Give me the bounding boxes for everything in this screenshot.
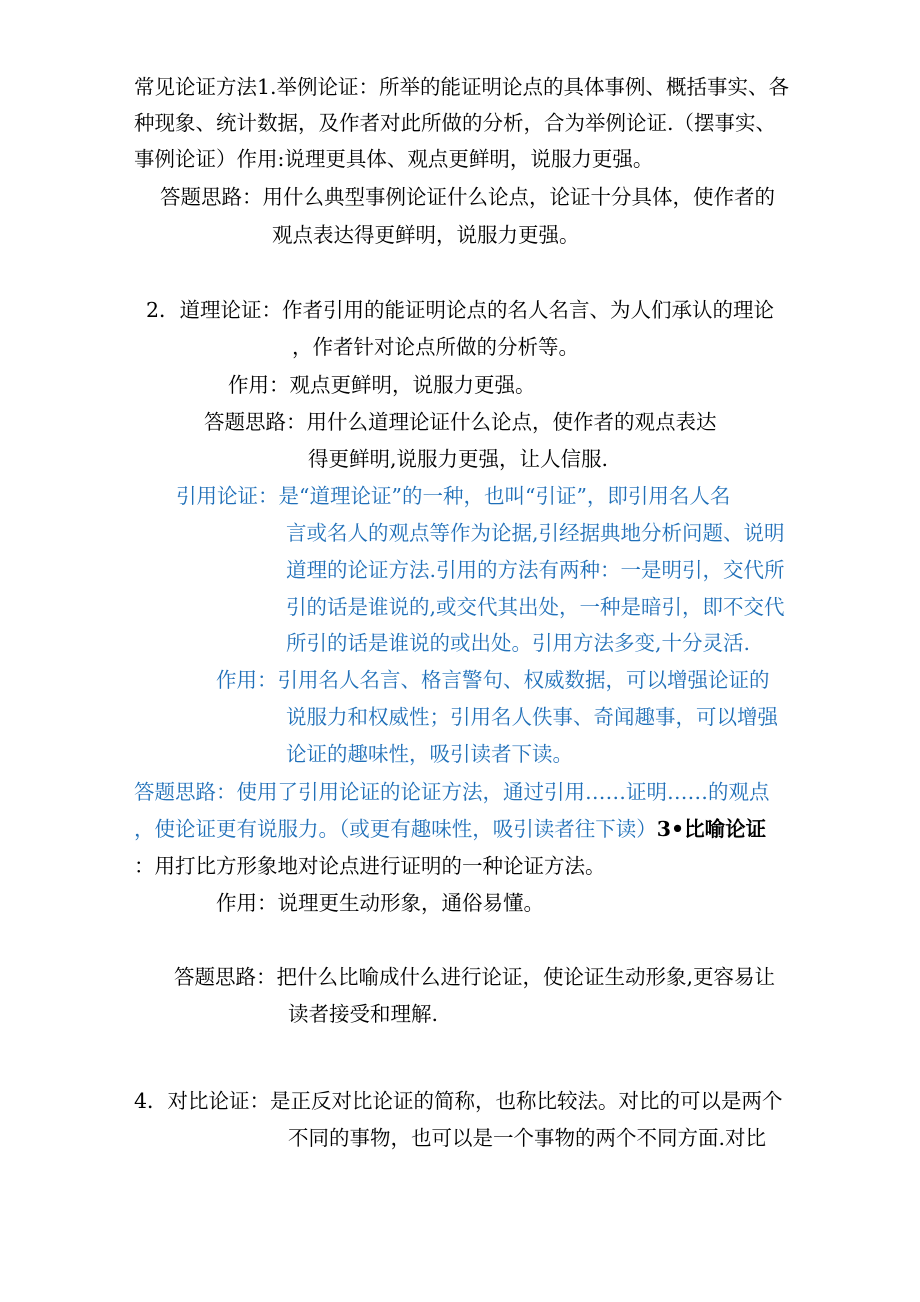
text-line: ，作者针对论点所做的分析等。: [292, 335, 579, 359]
text-line: ：用打比方形象地对论点进行证明的一种论证方法。: [134, 854, 606, 878]
text-line: 答题思路：使用了引用论证的论证方法，通过引用……证明……的观点: [134, 780, 770, 804]
text-line: 2．道理论证：作者引用的能证明论点的名人名言、为人们承认的理论: [146, 298, 775, 322]
text-line: 种现象、统计数据，及作者对此所做的分析，合为举例论证.（摆事实、: [134, 111, 777, 135]
text-line: 答题思路：用什么道理论证什么论点，使作者的观点表达: [204, 410, 717, 434]
text-line: 得更鲜明,说服力更强，让人信服.: [308, 447, 609, 471]
text-line: 答题思路：把什么比喻成什么进行论证，使论证生动形象,更容易让: [174, 965, 776, 989]
text-span: ，使论证更有说服力。（或更有趣味性，吸引读者往下读）: [134, 817, 657, 841]
text-line: 说服力和权威性；引用名人佚事、奇闻趣事，可以增强: [286, 705, 778, 729]
text-line: 作用：观点更鲜明，说服力更强。: [228, 373, 536, 397]
text-line: 事例论证）作用:说理更具体、观点更鲜明，说服力更强。: [134, 147, 654, 171]
text-line: 论证的趣味性，吸引读者下读。: [286, 742, 573, 766]
text-line: 所引的话是谁说的或出处。引用方法多变,十分灵活.: [286, 631, 751, 655]
text-line: 言或名人的观点等作为论据,引经据典地分析问题、说明: [286, 521, 785, 545]
text-line: 引用论证：是“道理论证”的一种，也叫“引证”，即引用名人名: [176, 484, 731, 508]
text-line: 答题思路：用什么典型事例论证什么论点，论证十分具体，使作者的: [160, 185, 775, 209]
text-line: 4．对比论证：是正反对比论证的简称，也称比较法。对比的可以是两个: [134, 1089, 783, 1113]
text-line: 不同的事物，也可以是一个事物的两个不同方面.对比: [288, 1126, 767, 1150]
text-line: [134, 816, 766, 842]
section-heading: 3•比喻论证: [656, 817, 767, 841]
text-line: 道理的论证方法.引用的方法有两种：一是明引，交代所: [286, 558, 785, 582]
text-line: 引的话是谁说的,或交代其出处，一种是暗引，即不交代: [286, 595, 785, 619]
text-line: 作用：说理更生动形象，通俗易懂。: [216, 891, 544, 915]
text-line: 常见论证方法1.举例论证：所举的能证明论点的具体事例、概括事实、各: [134, 75, 790, 99]
text-line: 观点表达得更鲜明，说服力更强。: [272, 223, 580, 247]
text-line: 读者接受和理解.: [288, 1002, 439, 1026]
text-line: 作用：引用名人名言、格言警句、权威数据，可以增强论证的: [216, 668, 770, 692]
